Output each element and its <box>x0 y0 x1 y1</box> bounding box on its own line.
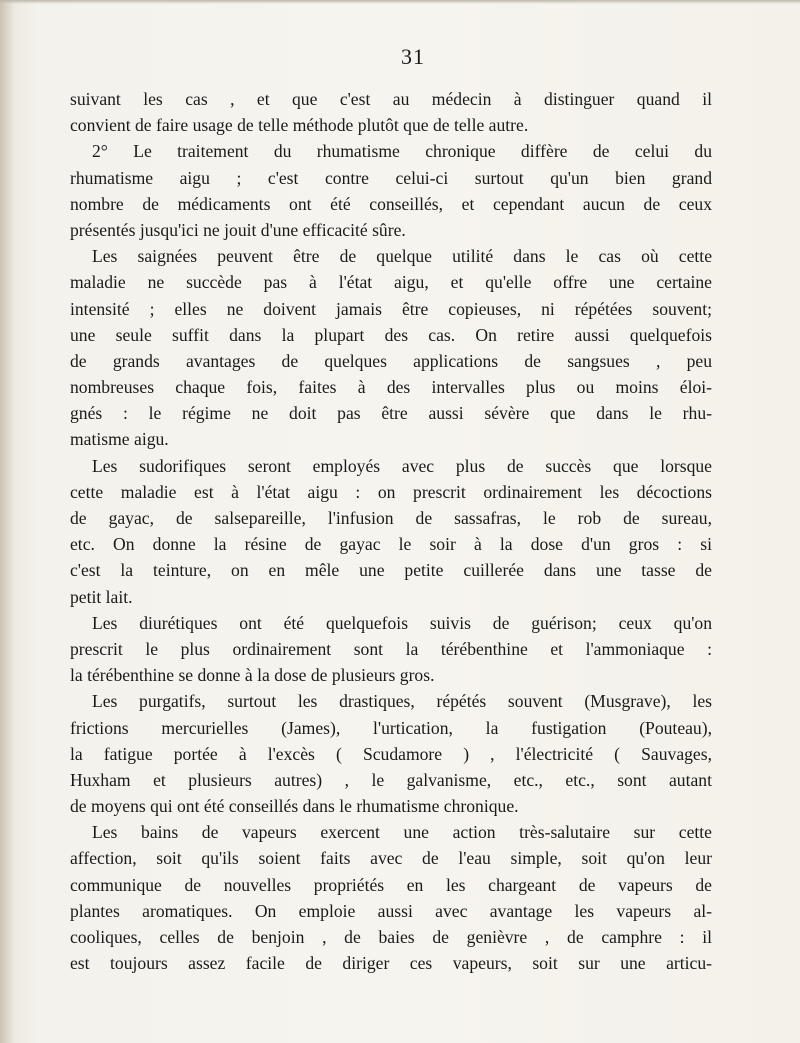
text-line: cette maladie est à l'état aigu : on prescrit ordinairement les décoctions <box>70 481 712 502</box>
text-line: est toujours assez facile de diriger ces vapeurs, soit sur une articu- <box>70 953 712 974</box>
page-top-edge <box>0 0 800 4</box>
text-line: Les purgatifs, surtout les drastiques, répétés souvent (Musgrave), les <box>92 691 712 712</box>
text-line: présentés jusqu'ici ne jouit d'une efficacité sûre. <box>70 219 406 240</box>
text-line: frictions mercurielles (James), l'urtication, la fustigation (Pouteau), <box>70 717 712 738</box>
text-line: maladie ne succède pas à l'état aigu, et qu'elle offre une certaine <box>70 272 712 293</box>
text-line: communique de nouvelles propriétés en les chargeant de vapeurs de <box>70 874 712 895</box>
text-line: de grands avantages de quelques applications de sangsues , peu <box>70 350 712 371</box>
binding-shadow <box>0 0 14 1043</box>
text-line: 2° Le traitement du rhumatisme chronique diffère de celui du <box>92 141 712 162</box>
text-line: petit lait. <box>70 586 133 607</box>
text-line: matisme aigu. <box>70 429 169 450</box>
text-line: convient de faire usage de telle méthode plutôt que de telle autre. <box>70 115 529 136</box>
text-line: c'est la teinture, on en mêle une petite cuillerée dans une tasse de <box>70 560 712 581</box>
text-line: Les bains de vapeurs exercent une action très-salutaire sur cette <box>92 822 712 843</box>
text-line: rhumatisme aigu ; c'est contre celui-ci surtout qu'un bien grand <box>70 167 712 188</box>
text-line: de moyens qui ont été conseillés dans le rhumatisme chronique. <box>70 796 519 817</box>
text-line: affection, soit qu'ils soient faits avec de l'eau simple, soit qu'on leur <box>70 848 712 869</box>
text-line: plantes aromatiques. On emploie aussi avec avantage les vapeurs al- <box>70 900 712 921</box>
text-line: Les saignées peuvent être de quelque utilité dans le cas où cette <box>92 246 712 267</box>
text-line: intensité ; elles ne doivent jamais être copieuses, ni répétées souvent; <box>70 298 712 319</box>
text-line: gnés : le régime ne doit pas être aussi sévère que dans le rhu- <box>70 403 712 424</box>
text-line: nombreuses chaque fois, faites à des intervalles plus ou moins éloi- <box>70 377 712 398</box>
text-line: une seule suffit dans la plupart des cas. On retire aussi quelquefois <box>70 324 712 345</box>
text-line: Huxham et plusieurs autres) , le galvanisme, etc., etc., sont autant <box>70 769 712 790</box>
text-line: de gayac, de salsepareille, l'infusion de sassafras, le rob de sureau, <box>70 508 712 528</box>
text-line: Les diurétiques ont été quelquefois suivis de guérison; ceux qu'on <box>92 612 712 633</box>
text-line: la térébenthine se donne à la dose de plusieurs gros. <box>70 665 435 686</box>
body-text <box>70 86 712 976</box>
text-line: la fatigue portée à l'excès ( Scudamore ) , l'électricité ( Sauvages, <box>70 743 712 764</box>
text-line: cooliques, celles de benjoin , de baies de genièvre , de camphre : il <box>70 927 712 947</box>
page-number: 31 <box>401 44 425 69</box>
text-line: etc. On donne la résine de gayac le soir à la dose d'un gros : si <box>70 534 712 555</box>
text-line: Les sudorifiques seront employés avec plus de succès que lorsque <box>92 455 712 476</box>
text-line: suivant les cas , et que c'est au médecin à distinguer quand il <box>70 89 712 109</box>
text-line: prescrit le plus ordinairement sont la térébenthine et l'ammoniaque : <box>70 638 712 659</box>
text-line: nombre de médicaments ont été conseillés, et cependant aucun de ceux <box>70 193 712 214</box>
